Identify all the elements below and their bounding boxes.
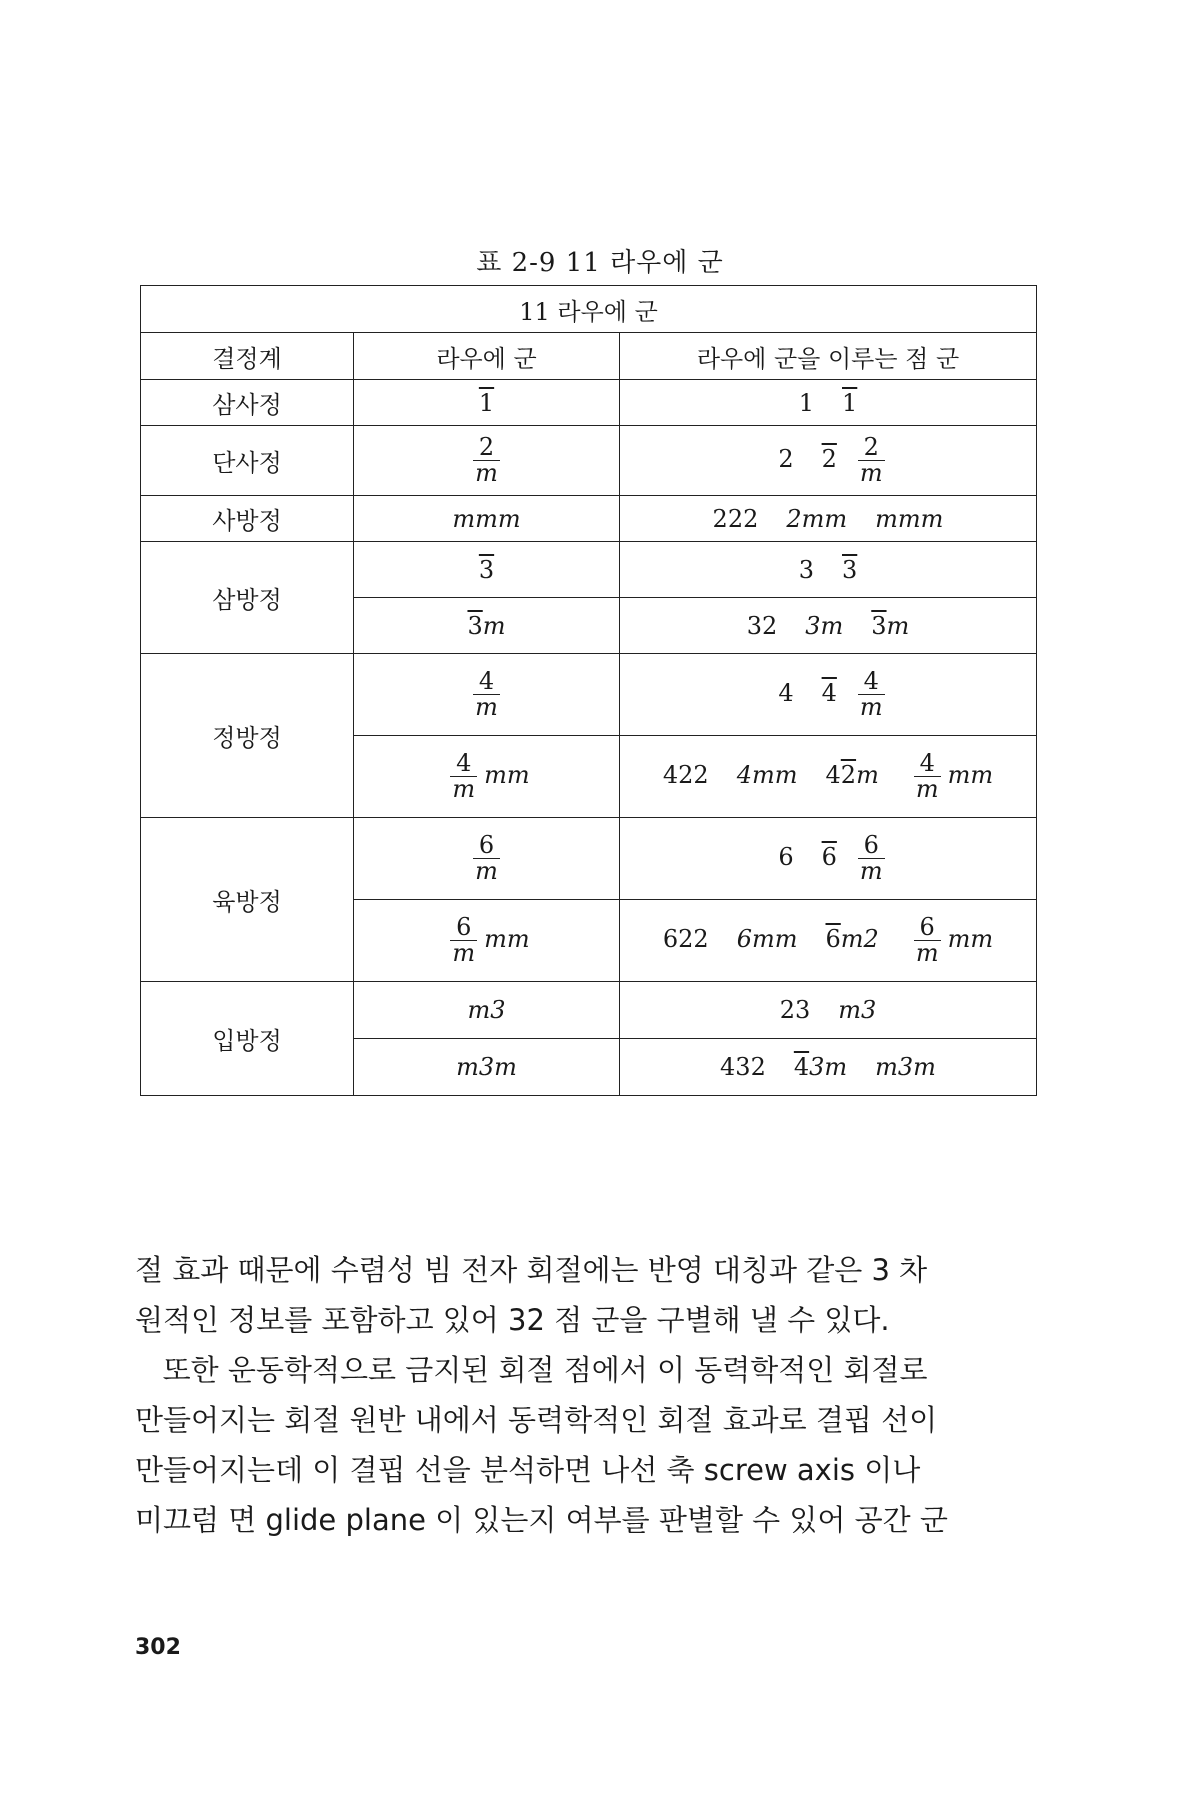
- table-row: [141, 654, 1037, 736]
- points-triclinic: 1 1: [620, 380, 1037, 426]
- laue-trigonal-1: 3: [354, 542, 620, 598]
- laue-hexagonal-1: $\frac{6}{m}$: [354, 818, 620, 900]
- paragraph-line: 만들어지는 회절 원반 내에서 동력학적인 회절 효과로 결핍 선이: [135, 1403, 938, 1437]
- points-cubic-2: 432 43m m3m: [620, 1039, 1037, 1096]
- points-trigonal-2: 32 3m 3m: [620, 598, 1037, 654]
- points-orthorhombic: 222 2mm mmm: [620, 496, 1037, 542]
- table-row: [141, 818, 1037, 900]
- table-row: [141, 496, 1037, 542]
- laue-orthorhombic: mmm: [354, 496, 620, 542]
- laue-cubic-2: m3m: [354, 1039, 620, 1096]
- table-title-row: [141, 286, 1037, 333]
- table-title: 11 라우에 군: [141, 286, 1037, 333]
- system-hexagonal: 육방정: [141, 818, 354, 982]
- laue-cubic-1: m3: [354, 982, 620, 1039]
- header-laue-group: 라우에 군: [354, 333, 620, 380]
- table-header-row: [141, 333, 1037, 380]
- points-cubic-1: 23 m3: [620, 982, 1037, 1039]
- header-crystal-system: 결정계: [141, 333, 354, 380]
- points-hexagonal-1: 6 6 $\frac{6}{m}$: [620, 818, 1037, 900]
- system-trigonal: 삼방정: [141, 542, 354, 654]
- laue-hexagonal-2: $\frac{6}{m}$ mm: [354, 900, 620, 982]
- system-triclinic: 삼사정: [141, 380, 354, 426]
- system-tetragonal: 정방정: [141, 654, 354, 818]
- table-row: [141, 982, 1037, 1039]
- header-point-groups: 라우에 군을 이루는 점 군: [620, 333, 1037, 380]
- laue-tetragonal-2: $\frac{4}{m}$ mm: [354, 736, 620, 818]
- laue-group-table: [140, 285, 1037, 1096]
- points-hexagonal-2: 622 6mm 6m2 $\frac{6}{m}$ mm: [620, 900, 1037, 982]
- paragraph-line: 만들어지는데 이 결핍 선을 분석하면 나선 축 screw axis 이나: [135, 1453, 921, 1487]
- laue-trigonal-2: 3m: [354, 598, 620, 654]
- paragraph-line: 미끄럼 면 glide plane 이 있는지 여부를 판별할 수 있어 공간 군: [135, 1503, 948, 1537]
- system-monoclinic: 단사정: [141, 426, 354, 496]
- paragraph-line: 절 효과 때문에 수렴성 빔 전자 회절에는 반영 대칭과 같은 3 차: [135, 1253, 928, 1287]
- points-tetragonal-2: 422 4mm 42m $\frac{4}{m}$ mm: [620, 736, 1037, 818]
- system-orthorhombic: 사방정: [141, 496, 354, 542]
- table-row: [141, 380, 1037, 426]
- points-monoclinic: 2 2 $\frac{2}{m}$: [620, 426, 1037, 496]
- body-paragraph: [135, 1245, 1045, 1545]
- paragraph-line: 원적인 정보를 포함하고 있어 32 점 군을 구별해 낼 수 있다.: [135, 1303, 890, 1337]
- table-row: [141, 426, 1037, 496]
- points-trigonal-1: 3 3: [620, 542, 1037, 598]
- table-row: [141, 542, 1037, 598]
- points-tetragonal-1: 4 4 $\frac{4}{m}$: [620, 654, 1037, 736]
- page-number: 302: [135, 1635, 181, 1660]
- laue-monoclinic: $\frac{2}{m}$: [354, 426, 620, 496]
- table-caption: 표 2-9 11 라우에 군: [476, 248, 724, 278]
- laue-triclinic: 1: [354, 380, 620, 426]
- paragraph-line: 또한 운동학적으로 금지된 회절 점에서 이 동력학적인 회절로: [135, 1353, 928, 1387]
- laue-tetragonal-1: $\frac{4}{m}$: [354, 654, 620, 736]
- system-cubic: 입방정: [141, 982, 354, 1096]
